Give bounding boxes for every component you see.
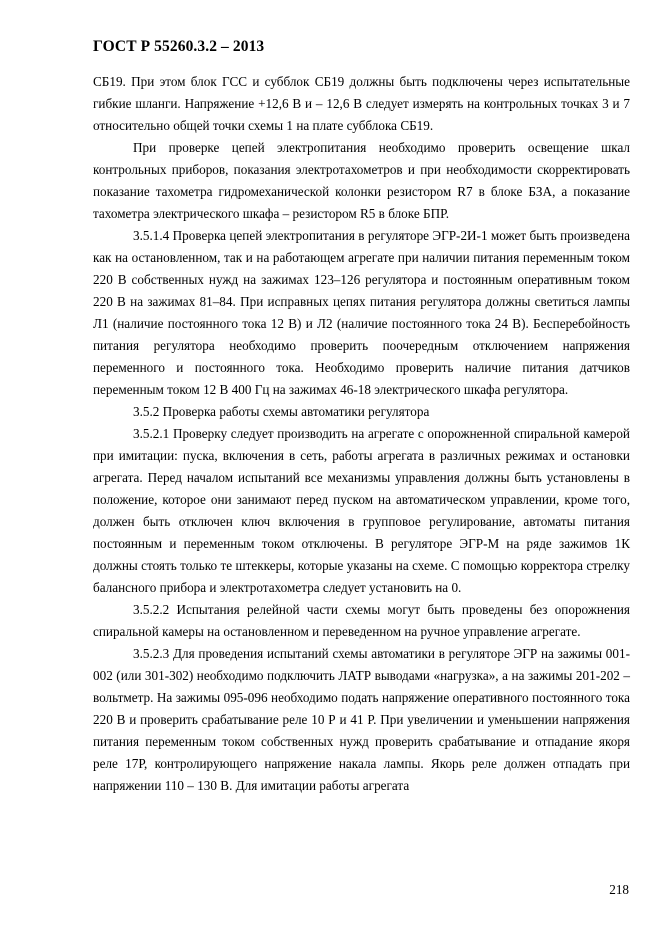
paragraph-3: 3.5.1.4 Проверка цепей электропитания в регуляторе ЭГР-2И-1 может быть произведена как на остановленном, так и на работающем агрегате при наличии питания переменным током 220 В собственных нужд на зажимах 123–126 регулятора и постоянным оперативным током 220 В на зажимах 81–84. При исправных цепях питания регулятора должны светиться лампы Л1 (наличие постоянного тока 12 В) и Л2 (наличие постоянного тока 24 В). Бесперебойность питания регулятора необходимо проверить поочередным отключением напряжения переменного и постоянного тока. Необходимо проверить наличие питания датчиков переменным током 12 В 400 Гц на зажимах 46-18 электрического шкафа регулятора. — [93, 228, 630, 397]
paragraph-7: 3.5.2.3 Для проведения испытаний схемы автоматики в регуляторе ЭГР на зажимы 001-002 (или 301-302) необходимо подключить ЛАТР выводами «нагрузка», а на зажимы 201-202 – вольтметр. На зажимы 095-096 необходимо подать напряжение оперативного постоянного тока 220 В и проверить срабатывание реле 10 Р и 41 Р. При увеличении и уменьшении напряжения питания переменным током собственных нужд проверить срабатывание и отпадание якоря реле 17Р, контролирующего напряжение накала лампы. Якорь реле должен отпадать при напряжении 110 – 130 В. Для имитации работы агрегата — [93, 646, 630, 793]
paragraph-6: 3.5.2.2 Испытания релейной части схемы могут быть проведены без опорожнения спиральной камеры на остановленном и переведенном на ручное управление агрегате. — [93, 602, 630, 639]
page-number: 218 — [609, 882, 629, 897]
document-body — [93, 71, 630, 797]
paragraph-5: 3.5.2.1 Проверку следует производить на агрегате с опорожненной спиральной камерой при имитации: пуска, включения в сеть, работы агрегата в различных режимах и остановки агрегата. Перед началом испытаний все механизмы управления должны быть установлены в положение, которое они занимают перед пуском на автоматическом управлении, кроме того, должен быть отключен ключ включения в групповое регулирование, автоматы питания постоянным и переменным током отключены. В регуляторе ЭГР-М на ряде зажимов 1К должны стоять только те штеккеры, которые указаны на схеме. С помощью корректора стрелку балансного прибора и электротахометра следует установить на 0. — [93, 426, 630, 595]
paragraph-2: При проверке цепей электропитания необходимо проверить освещение шкал контрольных приборов, показания электротахометров и при необходимости скорректировать показание тахометра гидромеханической колонки резистором R7 в блоке БЗА, а показание тахометра электрического шкафа – резистором R5 в блоке БПР. — [93, 140, 630, 221]
document-header: ГОСТ Р 55260.3.2 – 2013 — [93, 38, 265, 55]
paragraph-1: СБ19. При этом блок ГСС и субблок СБ19 должны быть подключены через испытательные гибкие шланги. Напряжение +12,6 В и – 12,6 В следует измерять на контрольных точках 3 и 7 относительно общей точки схемы 1 на плате субблока СБ19. — [93, 74, 630, 133]
section-heading: 3.5.2 Проверка работы схемы автоматики регулятора — [133, 404, 430, 419]
